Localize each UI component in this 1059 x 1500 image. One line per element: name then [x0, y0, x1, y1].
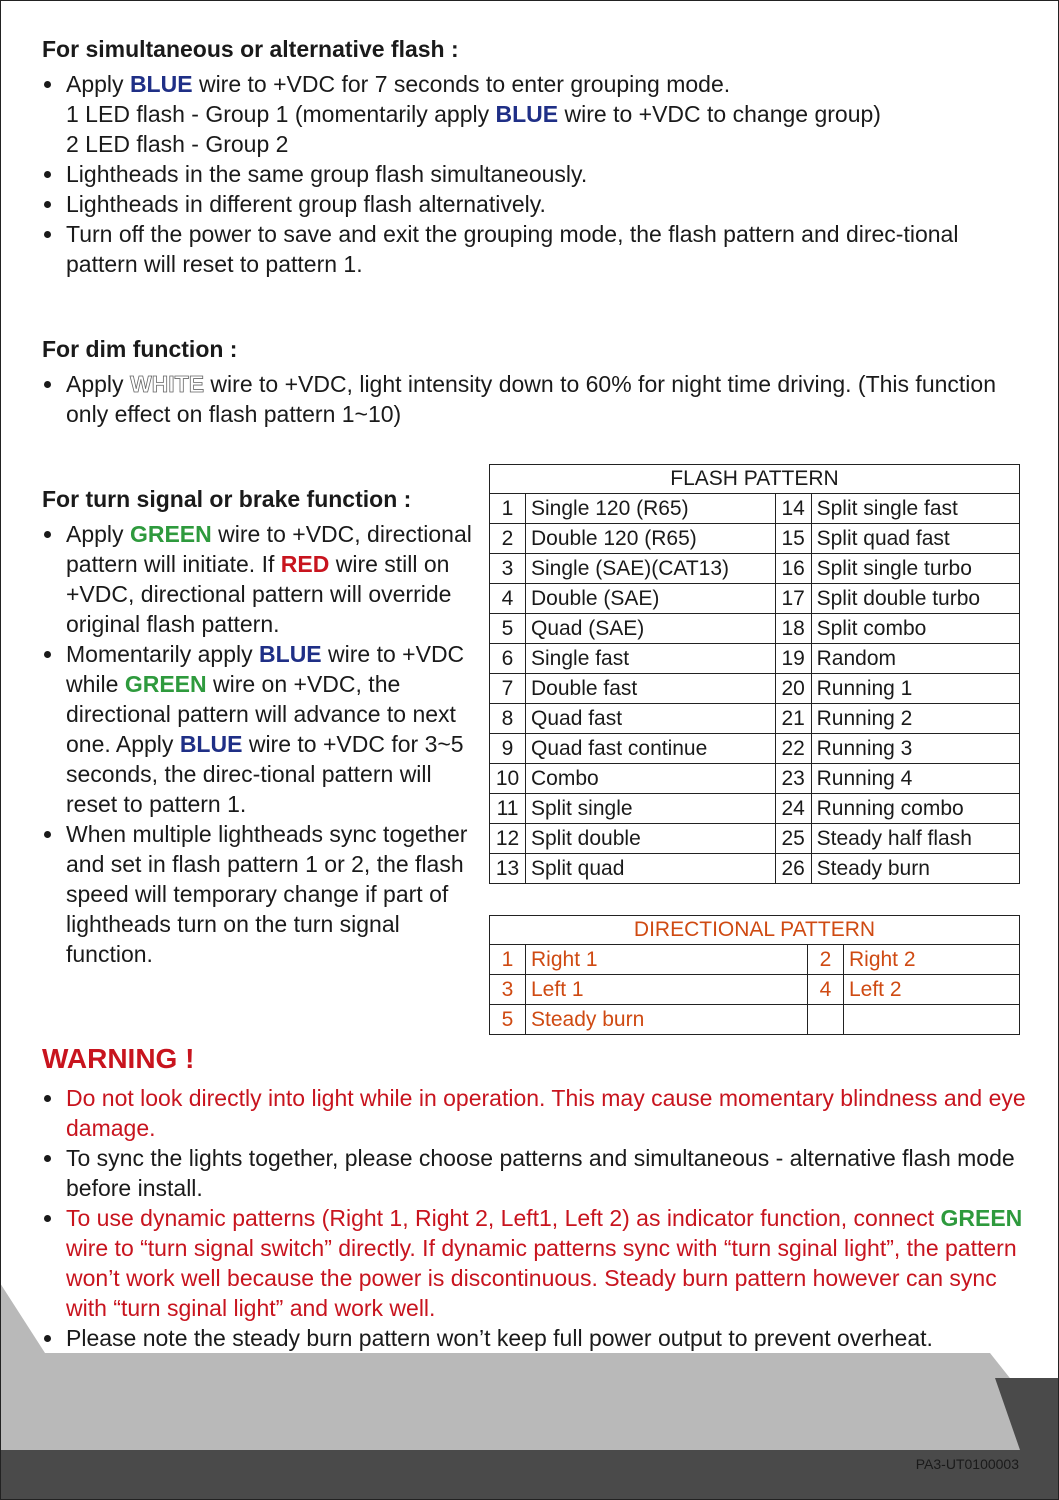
flash-pattern-name-cell: Split single [526, 794, 776, 824]
flash-pattern-number-cell: 1 [490, 494, 526, 524]
flash-pattern-row [490, 614, 1020, 644]
flash-pattern-row [490, 644, 1020, 674]
flash-pattern-name-cell: Single fast [526, 644, 776, 674]
text: 1 LED flash - Group 1 (momentarily apply [66, 101, 496, 127]
flash-pattern-number-cell: 23 [775, 764, 811, 794]
flash-pattern-number-cell: 8 [490, 704, 526, 734]
directional-pattern-number-cell: 4 [807, 975, 843, 1005]
flash-pattern-name-cell: Quad (SAE) [526, 614, 776, 644]
text: Apply [66, 521, 130, 547]
flash-pattern-name-cell: Double fast [526, 674, 776, 704]
directional-pattern-name-cell: Left 2 [843, 975, 1019, 1005]
flash-pattern-number-cell: 13 [490, 854, 526, 884]
flash-pattern-title: FLASH PATTERN [490, 465, 1020, 494]
dim-heading: For dim function : [42, 336, 238, 362]
flash-pattern-row [490, 674, 1020, 704]
grouping-heading: For simultaneous or alternative flash : [42, 36, 459, 62]
dim-bullet [42, 369, 1002, 429]
flash-pattern-name-cell: Double (SAE) [526, 584, 776, 614]
warning-section [42, 1043, 1027, 1353]
warning-bullet-steady: Please note the steady burn pattern won’t keep full power output to prevent overheat. [42, 1323, 1027, 1353]
directional-pattern-number-cell: 5 [490, 1005, 526, 1035]
red-wire-label: RED [280, 551, 330, 577]
turn-heading: For turn signal or brake function : [42, 486, 412, 512]
flash-pattern-number-cell: 24 [775, 794, 811, 824]
directional-pattern-name-cell: Steady burn [526, 1005, 808, 1035]
warning-bullet-dynamic [42, 1203, 1027, 1323]
grouping-bullet-different: Lightheads in different group flash alternatively. [42, 189, 1002, 219]
directional-pattern-row [490, 945, 1020, 975]
green-wire-label: GREEN [129, 521, 212, 547]
flash-pattern-name-cell: Running 1 [811, 674, 1019, 704]
flash-pattern-row [490, 794, 1020, 824]
text: wire to +VDC for 3~5 seconds, the direc-tional pattern will reset to pattern 1. [66, 731, 464, 817]
directional-pattern-name-cell: Right 2 [843, 945, 1019, 975]
text: To use dynamic patterns (Right 1, Right 2, Left1, Left 2) as indicator function, connect [66, 1205, 941, 1231]
directional-pattern-name-cell: Left 1 [526, 975, 808, 1005]
text: wire on +VDC, the directional pattern will advance to next one. Apply [66, 671, 456, 757]
flash-pattern-row [490, 734, 1020, 764]
flash-pattern-number-cell: 18 [775, 614, 811, 644]
turn-bullet-sync: When multiple lightheads sync together and set in flash pattern 1 or 2, the flash speed will temporary change if part of lightheads turn on the turn signal function. [42, 819, 482, 969]
text: wire to +VDC to change group) [558, 101, 881, 127]
flash-pattern-number-cell: 22 [775, 734, 811, 764]
flash-pattern-number-cell: 25 [775, 824, 811, 854]
flash-pattern-name-cell: Split single turbo [811, 554, 1019, 584]
text: Apply [66, 71, 130, 97]
flash-pattern-table [489, 464, 1020, 884]
flash-pattern-row [490, 554, 1020, 584]
warning-bullet-blindness: Do not look directly into light while in operation. This may cause momentary blindness and eye damage. [42, 1083, 1027, 1143]
directional-pattern-title: DIRECTIONAL PATTERN [490, 916, 1020, 945]
turn-bullet-advance [42, 639, 482, 819]
grouping-section [42, 36, 1002, 279]
text: wire to +VDC for 7 seconds to enter grouping mode. [192, 71, 731, 97]
flash-pattern-name-cell: Split single fast [811, 494, 1019, 524]
flash-pattern-row [490, 584, 1020, 614]
flash-pattern-number-cell: 21 [775, 704, 811, 734]
flash-pattern-number-cell: 2 [490, 524, 526, 554]
flash-pattern-number-cell: 20 [775, 674, 811, 704]
dim-section [42, 336, 1002, 429]
flash-pattern-name-cell: Split double [526, 824, 776, 854]
flash-pattern-number-cell: 19 [775, 644, 811, 674]
warning-bullet-sync: To sync the lights together, please choose patterns and simultaneous - alternative flash mode before install. [42, 1143, 1027, 1203]
directional-pattern-number-cell: 3 [490, 975, 526, 1005]
text: wire still on +VDC, directional pattern will override original flash pattern. [66, 551, 452, 637]
green-wire-label: GREEN [940, 1205, 1023, 1231]
flash-pattern-number-cell: 15 [775, 524, 811, 554]
flash-pattern-name-cell: Single (SAE)(CAT13) [526, 554, 776, 584]
flash-pattern-name-cell: Combo [526, 764, 776, 794]
grouping-bullet-same: Lightheads in the same group flash simultaneously. [42, 159, 1002, 189]
flash-pattern-number-cell: 10 [490, 764, 526, 794]
directional-pattern-name-cell: Right 1 [526, 945, 808, 975]
flash-pattern-name-cell: Running combo [811, 794, 1019, 824]
flash-pattern-number-cell: 17 [775, 584, 811, 614]
grouping-line-group1 [42, 99, 1002, 129]
flash-pattern-name-cell: Random [811, 644, 1019, 674]
grouping-bullet-exit: Turn off the power to save and exit the grouping mode, the flash pattern and direc-tional pattern will reset to pattern 1. [42, 219, 1001, 279]
turn-bullet-apply [42, 519, 482, 639]
flash-pattern-number-cell: 5 [490, 614, 526, 644]
flash-pattern-number-cell: 7 [490, 674, 526, 704]
flash-pattern-name-cell: Split quad [526, 854, 776, 884]
blue-wire-label: BLUE [495, 101, 559, 127]
flash-pattern-name-cell: Running 3 [811, 734, 1019, 764]
directional-pattern-number-cell: 2 [807, 945, 843, 975]
flash-pattern-row [490, 824, 1020, 854]
blue-wire-label: BLUE [179, 731, 243, 757]
directional-pattern-number-cell [807, 1005, 843, 1035]
directional-pattern-row [490, 975, 1020, 1005]
flash-pattern-name-cell: Split combo [811, 614, 1019, 644]
flash-pattern-number-cell: 9 [490, 734, 526, 764]
flash-pattern-name-cell: Double 120 (R65) [526, 524, 776, 554]
flash-pattern-number-cell: 3 [490, 554, 526, 584]
flash-pattern-name-cell: Running 4 [811, 764, 1019, 794]
blue-wire-label: BLUE [259, 641, 322, 667]
flash-pattern-name-cell: Quad fast continue [526, 734, 776, 764]
text: wire to “turn signal switch” directly. If dynamic patterns sync with “turn sginal light”, the pattern won’t work well because the power is discontinuous. Steady burn pattern however can sync with “turn sginal light” and work well. [66, 1235, 1017, 1321]
flash-pattern-number-cell: 16 [775, 554, 811, 584]
flash-pattern-row [490, 764, 1020, 794]
text: Apply [66, 371, 130, 397]
directional-pattern-number-cell: 1 [490, 945, 526, 975]
text: wire to +VDC while [66, 641, 465, 697]
flash-pattern-row [490, 524, 1020, 554]
warning-heading: WARNING ! [42, 1043, 195, 1074]
text: Momentarily apply [66, 641, 260, 667]
flash-pattern-row [490, 854, 1020, 884]
flash-pattern-name-cell: Quad fast [526, 704, 776, 734]
flash-pattern-number-cell: 14 [775, 494, 811, 524]
text: wire to +VDC, light intensity down to 60% for night time driving. (This function only effect on flash pattern 1~10) [66, 371, 996, 427]
flash-pattern-name-cell: Steady half flash [811, 824, 1019, 854]
flash-pattern-name-cell: Split double turbo [811, 584, 1019, 614]
flash-pattern-row [490, 704, 1020, 734]
white-wire-label: WHITE [129, 371, 205, 397]
green-wire-label: GREEN [124, 671, 207, 697]
flash-pattern-number-cell: 11 [490, 794, 526, 824]
turn-section [42, 486, 482, 969]
grouping-bullet-enter [42, 69, 1002, 99]
directional-pattern-row [490, 1005, 1020, 1035]
flash-pattern-number-cell: 4 [490, 584, 526, 614]
document-code: PA3-UT0100003 [915, 1456, 1019, 1472]
flash-pattern-row [490, 494, 1020, 524]
flash-pattern-name-cell: Single 120 (R65) [526, 494, 776, 524]
flash-pattern-number-cell: 12 [490, 824, 526, 854]
flash-pattern-name-cell: Split quad fast [811, 524, 1019, 554]
text: wire to +VDC, directional pattern will initiate. If [66, 521, 472, 577]
flash-pattern-name-cell: Steady burn [811, 854, 1019, 884]
directional-pattern-name-cell [843, 1005, 1019, 1035]
blue-wire-label: BLUE [129, 71, 193, 97]
flash-pattern-number-cell: 6 [490, 644, 526, 674]
flash-pattern-number-cell: 26 [775, 854, 811, 884]
flash-pattern-name-cell: Running 2 [811, 704, 1019, 734]
grouping-line-group2: 2 LED flash - Group 2 [66, 131, 289, 157]
directional-pattern-table [489, 915, 1020, 1035]
